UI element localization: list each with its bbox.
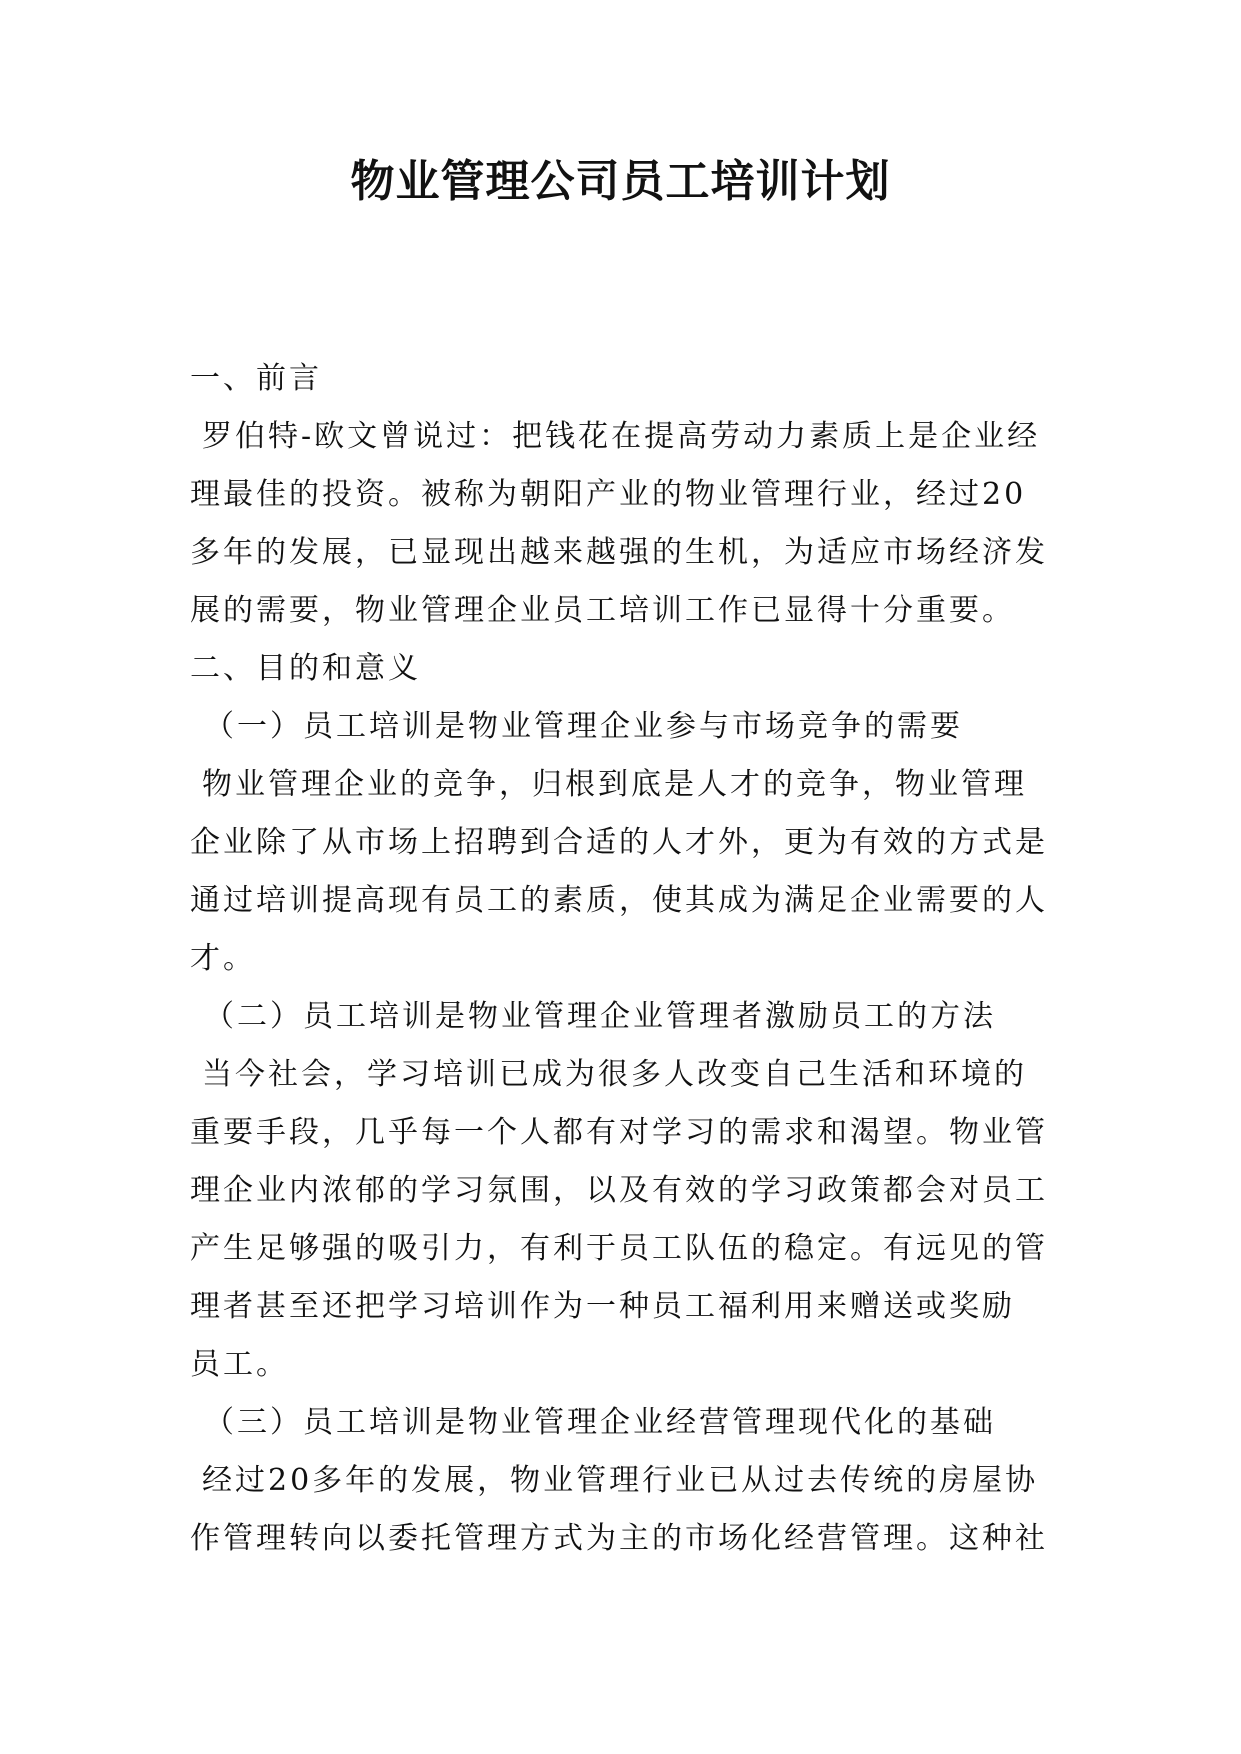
paragraph-line: 作管理转向以委托管理方式为主的市场化经营管理。这种社 xyxy=(190,1521,1048,1556)
paragraph-line: 产生足够强的吸引力，有利于员工队伍的稳定。有远见的管 xyxy=(190,1231,1048,1266)
paragraph-line: 多年的发展，已显现出越来越强的生机，为适应市场经济发 xyxy=(190,535,1048,570)
subsection-heading-3: （三）员工培训是物业管理企业经营管理现代化的基础 xyxy=(204,1405,996,1440)
paragraph-line: 理企业内浓郁的学习氛围，以及有效的学习政策都会对员工 xyxy=(190,1173,1048,1208)
paragraph-line: 员工。 xyxy=(190,1347,289,1382)
paragraph-line: 当今社会，学习培训已成为很多人改变自己生活和环境的 xyxy=(202,1057,1027,1092)
paragraph-line: 企业除了从市场上招聘到合适的人才外，更为有效的方式是 xyxy=(190,825,1048,860)
paragraph-line: 罗伯特-欧文曾说过：把钱花在提高劳动力素质上是企业经 xyxy=(202,419,1041,454)
paragraph-line: 理最佳的投资。被称为朝阳产业的物业管理行业，经过20 xyxy=(190,477,1027,512)
paragraph-line: 重要手段，几乎每一个人都有对学习的需求和渴望。物业管 xyxy=(190,1115,1048,1150)
paragraph-line: 物业管理企业的竞争，归根到底是人才的竞争，物业管理 xyxy=(202,767,1027,802)
document-title: 物业管理公司员工培训计划 xyxy=(350,156,891,207)
subsection-heading-1: （一）员工培训是物业管理企业参与市场竞争的需要 xyxy=(204,709,963,744)
section-heading-preface: 一、前言 xyxy=(190,361,322,396)
section-heading-purpose: 二、目的和意义 xyxy=(190,651,421,686)
paragraph-line: 通过培训提高现有员工的素质，使其成为满足企业需要的人 xyxy=(190,883,1048,918)
paragraph-line: 理者甚至还把学习培训作为一种员工福利用来赠送或奖励 xyxy=(190,1289,1015,1324)
paragraph-line: 经过20多年的发展，物业管理行业已从过去传统的房屋协 xyxy=(202,1463,1039,1498)
subsection-heading-2: （二）员工培训是物业管理企业管理者激励员工的方法 xyxy=(204,999,996,1034)
paragraph-line: 才。 xyxy=(190,941,256,976)
document-body xyxy=(190,350,1060,1568)
paragraph-line: 展的需要，物业管理企业员工培训工作已显得十分重要。 xyxy=(190,593,1015,628)
